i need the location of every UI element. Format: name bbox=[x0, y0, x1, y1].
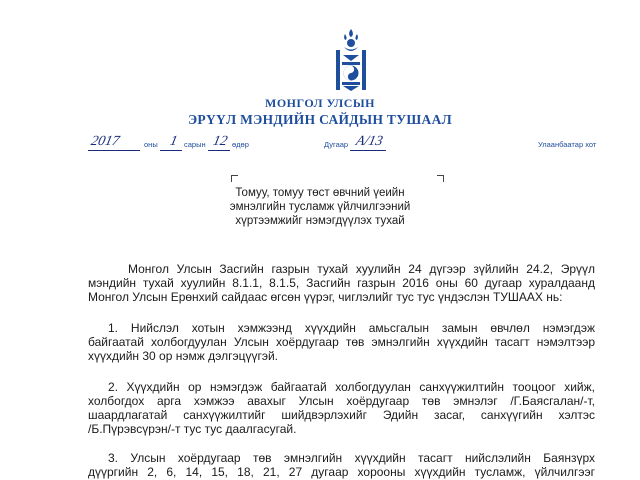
paragraph-line: холбогдох арга хэмжээ авахыг Улсын хоёрдугаар төв эмнэлэг /Г.Баясгалан/-т, bbox=[88, 394, 595, 408]
year-underline bbox=[88, 150, 140, 151]
paragraph-line: шаардлагатай санхүүжилтийг шийдвэрлэхийг Эдийн засаг, санхүүгийн хэлтэс bbox=[88, 408, 595, 422]
paragraph-line: 3. Улсын хоёрдугаар төв эмнэлгийн хүүхдийн тасагт нийслэлийн Баянзүрх bbox=[108, 451, 595, 465]
paragraph-line: /Б.Пүрэвсүрэн/-т тус тус даалгасугай. bbox=[88, 422, 297, 436]
paragraph-line: байгаатай холбогдуулан Улсын хоёрдугаар төв эмнэлгийн хүүхдийн тасагт нэмэлтээр bbox=[88, 335, 595, 349]
year-suffix: оны bbox=[144, 140, 158, 149]
title-line: Томуу, томуу төст өвчний үеийн bbox=[235, 187, 405, 199]
title-corner-left bbox=[231, 175, 238, 182]
handwritten-day: 12 bbox=[211, 134, 229, 149]
paragraph-line: Монгол Улсын Засгийн газрын тухай хуулийн 24 дүгээр зүйлийн 24.2, Эрүүл bbox=[128, 262, 595, 276]
title-corner-right bbox=[437, 175, 444, 182]
place: Улаанбаатар хот bbox=[538, 140, 597, 149]
item-2-paragraph bbox=[88, 380, 595, 436]
org-name-line2: ЭРҮҮЛ МЭНДИЙН САЙДЫН ТУШААЛ bbox=[187, 112, 453, 127]
handwritten-number: А/13 bbox=[354, 134, 385, 149]
paragraph-line: хүүхдийн 30 ор нэмж дэлгэцүүгэй. bbox=[88, 349, 279, 363]
month-underline bbox=[160, 150, 182, 151]
paragraph-line: мэндийн тухай хуулийн 8.1.1, 8.1.5, Засгийн газрын 2016 оны 60 дугаар хуралдаанд bbox=[88, 276, 595, 290]
paragraph-line: дүүргийн 2, 6, 14, 15, 18, 21, 27 дугаар хорооны хүүхдийн тусламж, үйлчилгээг bbox=[88, 465, 595, 479]
org-name-line1: МОНГОЛ УЛСЫН bbox=[265, 96, 375, 110]
paragraph-line: Монгол Улсын Ерөнхий сайдаас өгсөн үүрэг, чиглэлийг тус тус үндэслэн ТУШААХ нь: bbox=[88, 290, 563, 304]
day-suffix: өдөр bbox=[232, 140, 249, 149]
preamble-paragraph bbox=[88, 262, 595, 304]
number-underline bbox=[350, 150, 386, 151]
item-3-paragraph bbox=[88, 451, 595, 479]
soyombo-emblem-icon bbox=[330, 28, 372, 94]
title-line: хүртээмжийг нэмэгдүүлэх тухай bbox=[235, 215, 405, 227]
title-line: эмнэлгийн тусламж үйлчилгээний bbox=[229, 201, 411, 213]
number-label: Дугаар bbox=[324, 140, 349, 149]
handwritten-year: 2017 bbox=[89, 134, 121, 149]
paragraph-line: 1. Нийслэл хотын хэмжээнд хүүхдийн амьсгалын замын өвчлөл нэмэгдэж bbox=[108, 321, 595, 335]
handwritten-month: 1 bbox=[168, 134, 179, 149]
item-1-paragraph bbox=[88, 321, 595, 363]
paragraph-line: 2. Хүүхдийн ор нэмэгдэж байгаатай холбогдуулан санхүүжилтийн тооцоог хийж, bbox=[108, 380, 595, 394]
decree-title bbox=[0, 186, 640, 228]
day-underline bbox=[208, 150, 230, 151]
month-suffix: сарын bbox=[184, 140, 206, 149]
